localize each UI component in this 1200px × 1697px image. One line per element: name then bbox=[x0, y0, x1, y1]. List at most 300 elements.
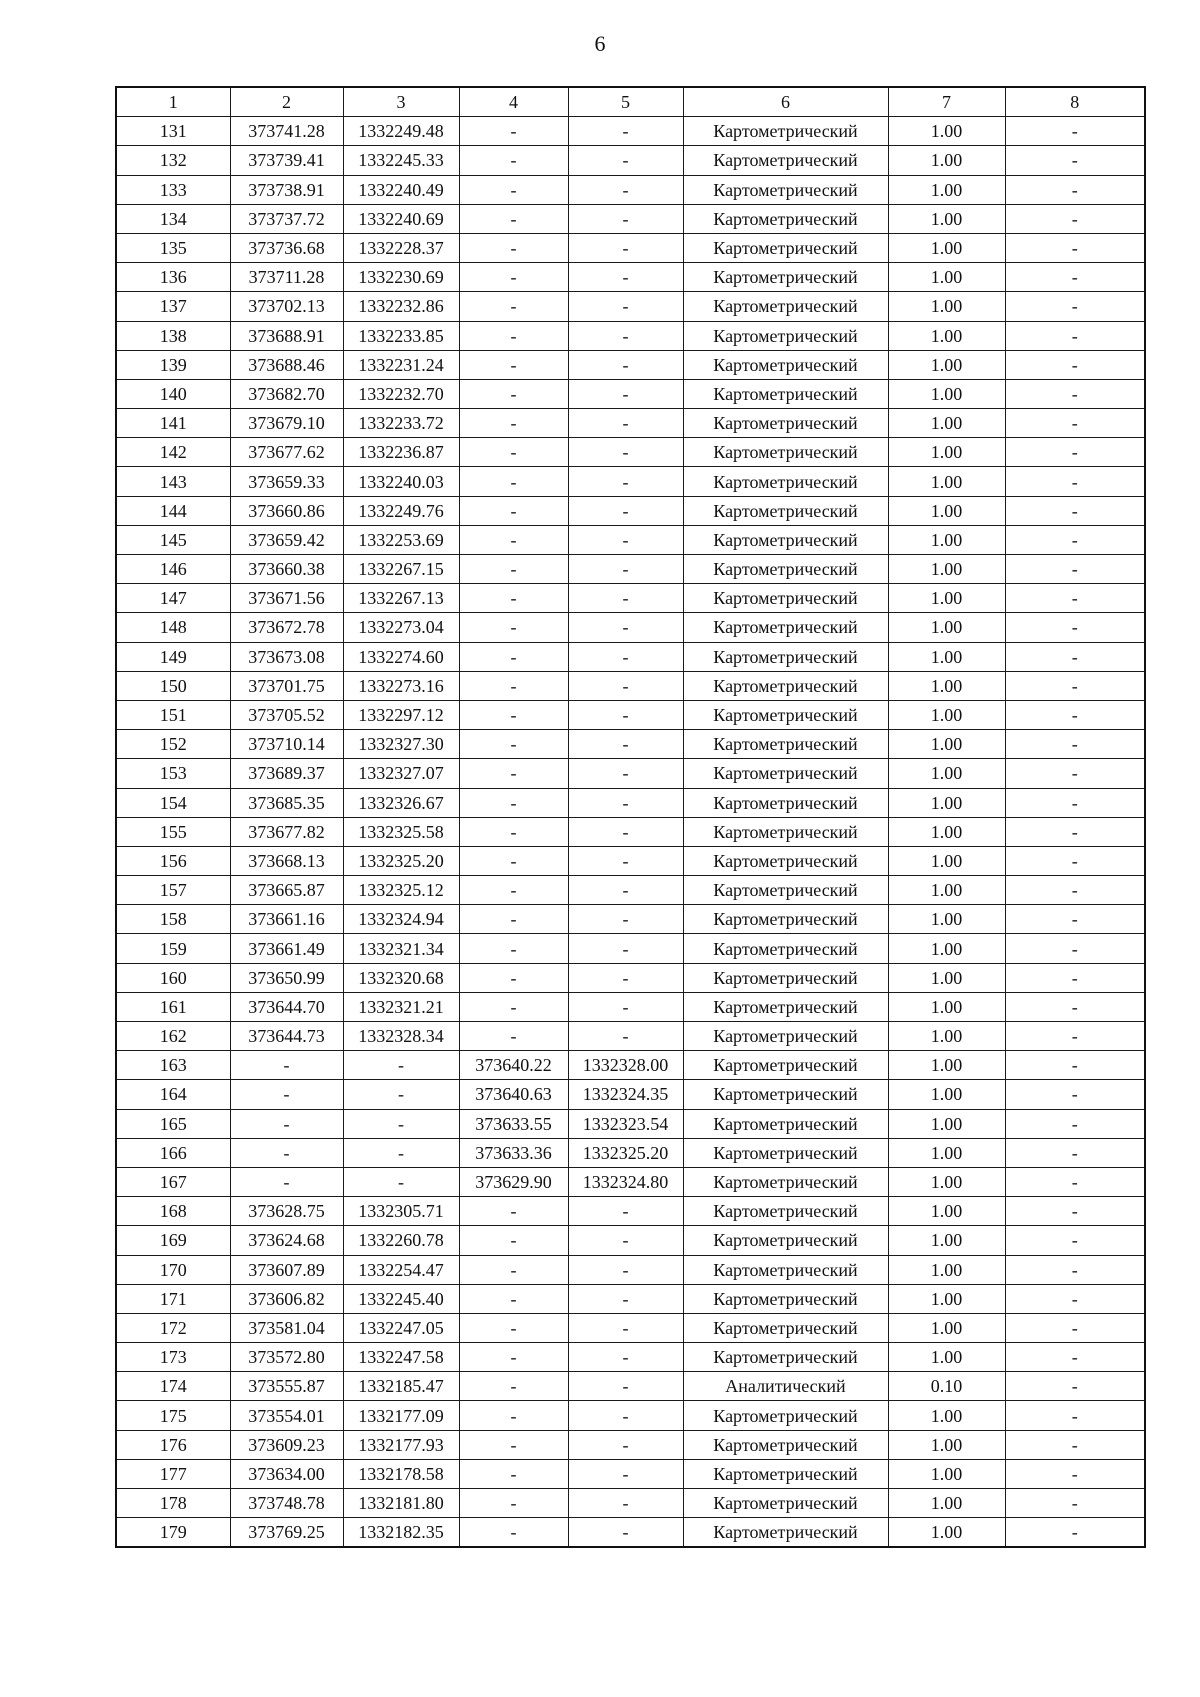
table-cell: 1.00 bbox=[888, 263, 1005, 292]
table-cell: - bbox=[1005, 584, 1145, 613]
table-cell: 0.10 bbox=[888, 1372, 1005, 1401]
table-cell: 1.00 bbox=[888, 642, 1005, 671]
table-cell: 1332321.21 bbox=[343, 992, 459, 1021]
table-cell: - bbox=[459, 496, 568, 525]
table-cell: 1332325.20 bbox=[343, 846, 459, 875]
table-row bbox=[116, 1138, 1145, 1167]
table-cell: - bbox=[1005, 671, 1145, 700]
table-cell: 1332236.87 bbox=[343, 438, 459, 467]
table-cell: 1.00 bbox=[888, 584, 1005, 613]
table-row bbox=[116, 146, 1145, 175]
table-cell: - bbox=[568, 700, 683, 729]
table-row bbox=[116, 788, 1145, 817]
table-cell: - bbox=[459, 1459, 568, 1488]
table-cell: - bbox=[1005, 467, 1145, 496]
table-cell: 373673.08 bbox=[230, 642, 343, 671]
table-cell: 1.00 bbox=[888, 730, 1005, 759]
table-cell: 1.00 bbox=[888, 1051, 1005, 1080]
table-cell: - bbox=[568, 1343, 683, 1372]
table-cell: 1.00 bbox=[888, 117, 1005, 146]
table-cell: 177 bbox=[116, 1459, 230, 1488]
table-cell: 373629.90 bbox=[459, 1167, 568, 1196]
table-row bbox=[116, 525, 1145, 554]
table-cell: 1.00 bbox=[888, 992, 1005, 1021]
column-header: 2 bbox=[230, 87, 343, 117]
table-cell: 373650.99 bbox=[230, 963, 343, 992]
table-row bbox=[116, 555, 1145, 584]
table-cell: 1332231.24 bbox=[343, 350, 459, 379]
table-cell: - bbox=[459, 934, 568, 963]
table-cell: - bbox=[568, 1518, 683, 1548]
table-cell: 170 bbox=[116, 1255, 230, 1284]
table-cell: - bbox=[568, 1284, 683, 1313]
table-row bbox=[116, 671, 1145, 700]
table-cell: 151 bbox=[116, 700, 230, 729]
table-cell: - bbox=[568, 146, 683, 175]
table-row bbox=[116, 1372, 1145, 1401]
column-header: 4 bbox=[459, 87, 568, 117]
table-cell: - bbox=[1005, 1372, 1145, 1401]
table-cell: - bbox=[459, 1313, 568, 1342]
table-cell: - bbox=[1005, 117, 1145, 146]
table-cell: 1332327.07 bbox=[343, 759, 459, 788]
table-row bbox=[116, 1080, 1145, 1109]
table-cell: - bbox=[568, 1489, 683, 1518]
column-header: 7 bbox=[888, 87, 1005, 117]
table-cell: - bbox=[1005, 1109, 1145, 1138]
table-cell: - bbox=[568, 876, 683, 905]
table-row bbox=[116, 1022, 1145, 1051]
table-cell: 1332324.94 bbox=[343, 905, 459, 934]
table-cell: - bbox=[1005, 1459, 1145, 1488]
table-cell: 1332178.58 bbox=[343, 1459, 459, 1488]
table-cell: 373660.86 bbox=[230, 496, 343, 525]
table-cell: Картометрический bbox=[683, 876, 888, 905]
table-cell: Картометрический bbox=[683, 730, 888, 759]
table-row bbox=[116, 350, 1145, 379]
table-row bbox=[116, 876, 1145, 905]
table-row bbox=[116, 1401, 1145, 1430]
table-cell: 138 bbox=[116, 321, 230, 350]
table-cell: 373609.23 bbox=[230, 1430, 343, 1459]
table-cell: Картометрический bbox=[683, 1284, 888, 1313]
table-cell: 174 bbox=[116, 1372, 230, 1401]
table-cell: 1332321.34 bbox=[343, 934, 459, 963]
table-cell: 1.00 bbox=[888, 759, 1005, 788]
table-row bbox=[116, 117, 1145, 146]
table-cell: 373710.14 bbox=[230, 730, 343, 759]
table-row bbox=[116, 934, 1145, 963]
table-cell: 1.00 bbox=[888, 1489, 1005, 1518]
table-cell: 373668.13 bbox=[230, 846, 343, 875]
table-cell: 1332232.86 bbox=[343, 292, 459, 321]
table-row bbox=[116, 846, 1145, 875]
table-cell: - bbox=[459, 409, 568, 438]
table-cell: Картометрический bbox=[683, 1489, 888, 1518]
table-cell: 1332325.58 bbox=[343, 817, 459, 846]
table-cell: 373554.01 bbox=[230, 1401, 343, 1430]
table-cell: 373633.36 bbox=[459, 1138, 568, 1167]
table-cell: 162 bbox=[116, 1022, 230, 1051]
table-cell: 1.00 bbox=[888, 671, 1005, 700]
table-cell: 173 bbox=[116, 1343, 230, 1372]
table-cell: - bbox=[459, 555, 568, 584]
table-row bbox=[116, 1459, 1145, 1488]
table-cell: 1.00 bbox=[888, 438, 1005, 467]
table-row bbox=[116, 963, 1145, 992]
table-cell: 1332325.12 bbox=[343, 876, 459, 905]
table-cell: 1.00 bbox=[888, 934, 1005, 963]
table-cell: 1.00 bbox=[888, 1167, 1005, 1196]
table-cell: - bbox=[1005, 817, 1145, 846]
table-cell: - bbox=[1005, 1284, 1145, 1313]
table-cell: Картометрический bbox=[683, 204, 888, 233]
column-header: 3 bbox=[343, 87, 459, 117]
table-cell: - bbox=[568, 292, 683, 321]
table-cell: - bbox=[230, 1167, 343, 1196]
table-row bbox=[116, 584, 1145, 613]
table-cell: 1.00 bbox=[888, 555, 1005, 584]
table-cell: 373659.33 bbox=[230, 467, 343, 496]
table-cell: - bbox=[1005, 350, 1145, 379]
table-cell: 373739.41 bbox=[230, 146, 343, 175]
table-cell: - bbox=[1005, 321, 1145, 350]
table-cell: 373644.73 bbox=[230, 1022, 343, 1051]
table-cell: - bbox=[568, 1430, 683, 1459]
table-cell: - bbox=[459, 175, 568, 204]
table-cell: - bbox=[459, 379, 568, 408]
table-cell: - bbox=[1005, 1255, 1145, 1284]
table-cell: 1.00 bbox=[888, 1197, 1005, 1226]
table-cell: 1.00 bbox=[888, 525, 1005, 554]
table-row bbox=[116, 175, 1145, 204]
table-cell: 157 bbox=[116, 876, 230, 905]
table-cell: - bbox=[1005, 175, 1145, 204]
table-cell: 1332260.78 bbox=[343, 1226, 459, 1255]
table-cell: - bbox=[1005, 759, 1145, 788]
table-cell: 1332228.37 bbox=[343, 233, 459, 262]
table-cell: - bbox=[459, 876, 568, 905]
column-header: 8 bbox=[1005, 87, 1145, 117]
table-cell: - bbox=[568, 321, 683, 350]
table-cell: 373682.70 bbox=[230, 379, 343, 408]
table-cell: 1.00 bbox=[888, 1109, 1005, 1138]
table-cell: 153 bbox=[116, 759, 230, 788]
table-cell: 1332177.93 bbox=[343, 1430, 459, 1459]
table-cell: - bbox=[459, 1226, 568, 1255]
table-cell: 176 bbox=[116, 1430, 230, 1459]
table-row bbox=[116, 1284, 1145, 1313]
table-cell: - bbox=[1005, 1313, 1145, 1342]
table-row bbox=[116, 642, 1145, 671]
table-cell: 1332245.33 bbox=[343, 146, 459, 175]
table-cell: Картометрический bbox=[683, 1343, 888, 1372]
table-cell: 373661.16 bbox=[230, 905, 343, 934]
table-cell: 169 bbox=[116, 1226, 230, 1255]
table-cell: - bbox=[568, 613, 683, 642]
table-cell: - bbox=[568, 263, 683, 292]
table-cell: Картометрический bbox=[683, 438, 888, 467]
table-cell: 1332273.16 bbox=[343, 671, 459, 700]
table-cell: 1.00 bbox=[888, 1138, 1005, 1167]
table-cell: 1.00 bbox=[888, 1080, 1005, 1109]
table-row bbox=[116, 263, 1145, 292]
table-cell: - bbox=[1005, 730, 1145, 759]
table-cell: - bbox=[568, 1226, 683, 1255]
table-cell: 373705.52 bbox=[230, 700, 343, 729]
table-cell: 1332185.47 bbox=[343, 1372, 459, 1401]
table-cell: 373741.28 bbox=[230, 117, 343, 146]
table-cell: 1.00 bbox=[888, 846, 1005, 875]
table-row bbox=[116, 905, 1145, 934]
table-cell: Картометрический bbox=[683, 175, 888, 204]
table-row bbox=[116, 379, 1145, 408]
table-cell: 1.00 bbox=[888, 1255, 1005, 1284]
table-cell: 373606.82 bbox=[230, 1284, 343, 1313]
column-header: 6 bbox=[683, 87, 888, 117]
table-cell: - bbox=[568, 730, 683, 759]
table-cell: - bbox=[343, 1080, 459, 1109]
table-row bbox=[116, 1255, 1145, 1284]
table-cell: 1332326.67 bbox=[343, 788, 459, 817]
table-cell: - bbox=[459, 817, 568, 846]
table-cell: - bbox=[568, 379, 683, 408]
table-cell: - bbox=[568, 584, 683, 613]
table-cell: - bbox=[459, 613, 568, 642]
table-cell: 373607.89 bbox=[230, 1255, 343, 1284]
table-cell: Картометрический bbox=[683, 584, 888, 613]
table-cell: - bbox=[1005, 1080, 1145, 1109]
table-cell: 149 bbox=[116, 642, 230, 671]
table-cell: - bbox=[343, 1167, 459, 1196]
table-cell: 1332233.85 bbox=[343, 321, 459, 350]
table-cell: Картометрический bbox=[683, 1518, 888, 1548]
table-cell: 131 bbox=[116, 117, 230, 146]
table-row bbox=[116, 1430, 1145, 1459]
table-cell: 1332324.80 bbox=[568, 1167, 683, 1196]
table-row bbox=[116, 700, 1145, 729]
table-cell: - bbox=[459, 584, 568, 613]
table-cell: 373688.91 bbox=[230, 321, 343, 350]
table-cell: 1332273.04 bbox=[343, 613, 459, 642]
table-cell: - bbox=[459, 1489, 568, 1518]
table-cell: 1332325.20 bbox=[568, 1138, 683, 1167]
table-cell: - bbox=[459, 992, 568, 1021]
table-cell: 167 bbox=[116, 1167, 230, 1196]
table-cell: - bbox=[459, 467, 568, 496]
table-row bbox=[116, 1167, 1145, 1196]
table-cell: - bbox=[1005, 204, 1145, 233]
table-cell: 154 bbox=[116, 788, 230, 817]
table-cell: 1.00 bbox=[888, 379, 1005, 408]
table-cell: - bbox=[568, 233, 683, 262]
table-row bbox=[116, 613, 1145, 642]
table-cell: 373748.78 bbox=[230, 1489, 343, 1518]
table-cell: 1332328.34 bbox=[343, 1022, 459, 1051]
table-cell: - bbox=[1005, 1138, 1145, 1167]
table-cell: - bbox=[568, 1255, 683, 1284]
table-cell: 145 bbox=[116, 525, 230, 554]
table-cell: 1332245.40 bbox=[343, 1284, 459, 1313]
table-cell: - bbox=[568, 409, 683, 438]
table-cell: 1.00 bbox=[888, 905, 1005, 934]
table-cell: 373659.42 bbox=[230, 525, 343, 554]
table-cell: 373661.49 bbox=[230, 934, 343, 963]
table-cell: - bbox=[459, 321, 568, 350]
table-cell: 136 bbox=[116, 263, 230, 292]
table-cell: Картометрический bbox=[683, 642, 888, 671]
table-cell: 1332297.12 bbox=[343, 700, 459, 729]
table-cell: - bbox=[1005, 233, 1145, 262]
table-cell: Картометрический bbox=[683, 1401, 888, 1430]
table-cell: - bbox=[568, 788, 683, 817]
table-cell: - bbox=[1005, 1226, 1145, 1255]
table-cell: Картометрический bbox=[683, 671, 888, 700]
table-row bbox=[116, 1197, 1145, 1226]
table-cell: 373634.00 bbox=[230, 1459, 343, 1488]
table-cell: Картометрический bbox=[683, 788, 888, 817]
table-cell: 1332328.00 bbox=[568, 1051, 683, 1080]
table-cell: - bbox=[1005, 1022, 1145, 1051]
table-cell: Аналитический bbox=[683, 1372, 888, 1401]
table-row bbox=[116, 1518, 1145, 1548]
table-cell: 373572.80 bbox=[230, 1343, 343, 1372]
table-cell: 1.00 bbox=[888, 233, 1005, 262]
table-cell: - bbox=[568, 759, 683, 788]
column-header: 1 bbox=[116, 87, 230, 117]
table-cell: - bbox=[568, 204, 683, 233]
table-cell: - bbox=[1005, 876, 1145, 905]
page-number: 6 bbox=[594, 31, 606, 56]
table-cell: - bbox=[1005, 438, 1145, 467]
table-row bbox=[116, 730, 1145, 759]
table-cell: - bbox=[230, 1109, 343, 1138]
table-cell: Картометрический bbox=[683, 934, 888, 963]
table-cell: 1.00 bbox=[888, 496, 1005, 525]
table-cell: Картометрический bbox=[683, 496, 888, 525]
table-cell: - bbox=[459, 117, 568, 146]
table-cell: 373581.04 bbox=[230, 1313, 343, 1342]
table-cell: 156 bbox=[116, 846, 230, 875]
table-cell: 1.00 bbox=[888, 1401, 1005, 1430]
table-cell: 1332274.60 bbox=[343, 642, 459, 671]
table-cell: 147 bbox=[116, 584, 230, 613]
table-cell: 1332233.72 bbox=[343, 409, 459, 438]
table-cell: - bbox=[1005, 963, 1145, 992]
table-cell: - bbox=[1005, 1051, 1145, 1080]
table-cell: - bbox=[1005, 788, 1145, 817]
table-cell: Картометрический bbox=[683, 846, 888, 875]
column-header: 5 bbox=[568, 87, 683, 117]
table-cell: - bbox=[568, 642, 683, 671]
table-cell: - bbox=[568, 905, 683, 934]
table-cell: - bbox=[1005, 1518, 1145, 1548]
table-cell: - bbox=[459, 525, 568, 554]
table-cell: 166 bbox=[116, 1138, 230, 1167]
table-cell: 175 bbox=[116, 1401, 230, 1430]
table-cell: - bbox=[1005, 525, 1145, 554]
table-cell: - bbox=[230, 1138, 343, 1167]
table-cell: 1332181.80 bbox=[343, 1489, 459, 1518]
table-cell: - bbox=[568, 817, 683, 846]
table-cell: 140 bbox=[116, 379, 230, 408]
table-cell: 1332324.35 bbox=[568, 1080, 683, 1109]
table-cell: Картометрический bbox=[683, 350, 888, 379]
table-cell: - bbox=[568, 934, 683, 963]
table-cell: 179 bbox=[116, 1518, 230, 1548]
table-row bbox=[116, 467, 1145, 496]
table-cell: - bbox=[459, 1022, 568, 1051]
table-cell: Картометрический bbox=[683, 467, 888, 496]
table-cell: - bbox=[459, 292, 568, 321]
table-cell: - bbox=[1005, 1343, 1145, 1372]
table-cell: 373702.13 bbox=[230, 292, 343, 321]
table-cell: - bbox=[568, 846, 683, 875]
table-cell: 139 bbox=[116, 350, 230, 379]
header-row bbox=[116, 87, 1145, 117]
table-cell: - bbox=[568, 350, 683, 379]
table-cell: 1.00 bbox=[888, 409, 1005, 438]
table-cell: 1332249.76 bbox=[343, 496, 459, 525]
table-cell: 141 bbox=[116, 409, 230, 438]
table-cell: Картометрический bbox=[683, 292, 888, 321]
table-cell: - bbox=[459, 1197, 568, 1226]
table-cell: - bbox=[459, 263, 568, 292]
table-cell: - bbox=[568, 117, 683, 146]
table-cell: 146 bbox=[116, 555, 230, 584]
table-row bbox=[116, 496, 1145, 525]
table-cell: Картометрический bbox=[683, 146, 888, 175]
table-cell: 1.00 bbox=[888, 1459, 1005, 1488]
table-cell: - bbox=[1005, 263, 1145, 292]
coordinates-table bbox=[115, 86, 1146, 1548]
table-cell: 1332232.70 bbox=[343, 379, 459, 408]
table-cell: - bbox=[459, 700, 568, 729]
table-cell: 373640.22 bbox=[459, 1051, 568, 1080]
table-cell: 159 bbox=[116, 934, 230, 963]
table-cell: - bbox=[459, 788, 568, 817]
table-cell: - bbox=[1005, 934, 1145, 963]
table-cell: - bbox=[568, 555, 683, 584]
table-cell: 1332267.15 bbox=[343, 555, 459, 584]
table-cell: - bbox=[343, 1051, 459, 1080]
table-cell: - bbox=[459, 1255, 568, 1284]
table-cell: - bbox=[459, 671, 568, 700]
table-cell: 143 bbox=[116, 467, 230, 496]
table-cell: - bbox=[459, 1518, 568, 1548]
table-cell: Картометрический bbox=[683, 1167, 888, 1196]
table-cell: 373633.55 bbox=[459, 1109, 568, 1138]
table-cell: 1.00 bbox=[888, 1022, 1005, 1051]
table-cell: - bbox=[1005, 905, 1145, 934]
table-cell: 1332305.71 bbox=[343, 1197, 459, 1226]
table-header bbox=[116, 87, 1145, 117]
table-cell: 373640.63 bbox=[459, 1080, 568, 1109]
table-cell: 172 bbox=[116, 1313, 230, 1342]
table-row bbox=[116, 409, 1145, 438]
table-cell: Картометрический bbox=[683, 1313, 888, 1342]
table-cell: Картометрический bbox=[683, 1430, 888, 1459]
table-cell: 132 bbox=[116, 146, 230, 175]
table-cell: - bbox=[1005, 146, 1145, 175]
table-cell: Картометрический bbox=[683, 1255, 888, 1284]
table-cell: 373672.78 bbox=[230, 613, 343, 642]
table-cell: Картометрический bbox=[683, 613, 888, 642]
table-cell: 1.00 bbox=[888, 1430, 1005, 1459]
table-cell: Картометрический bbox=[683, 525, 888, 554]
table-cell: 135 bbox=[116, 233, 230, 262]
table-cell: 373624.68 bbox=[230, 1226, 343, 1255]
